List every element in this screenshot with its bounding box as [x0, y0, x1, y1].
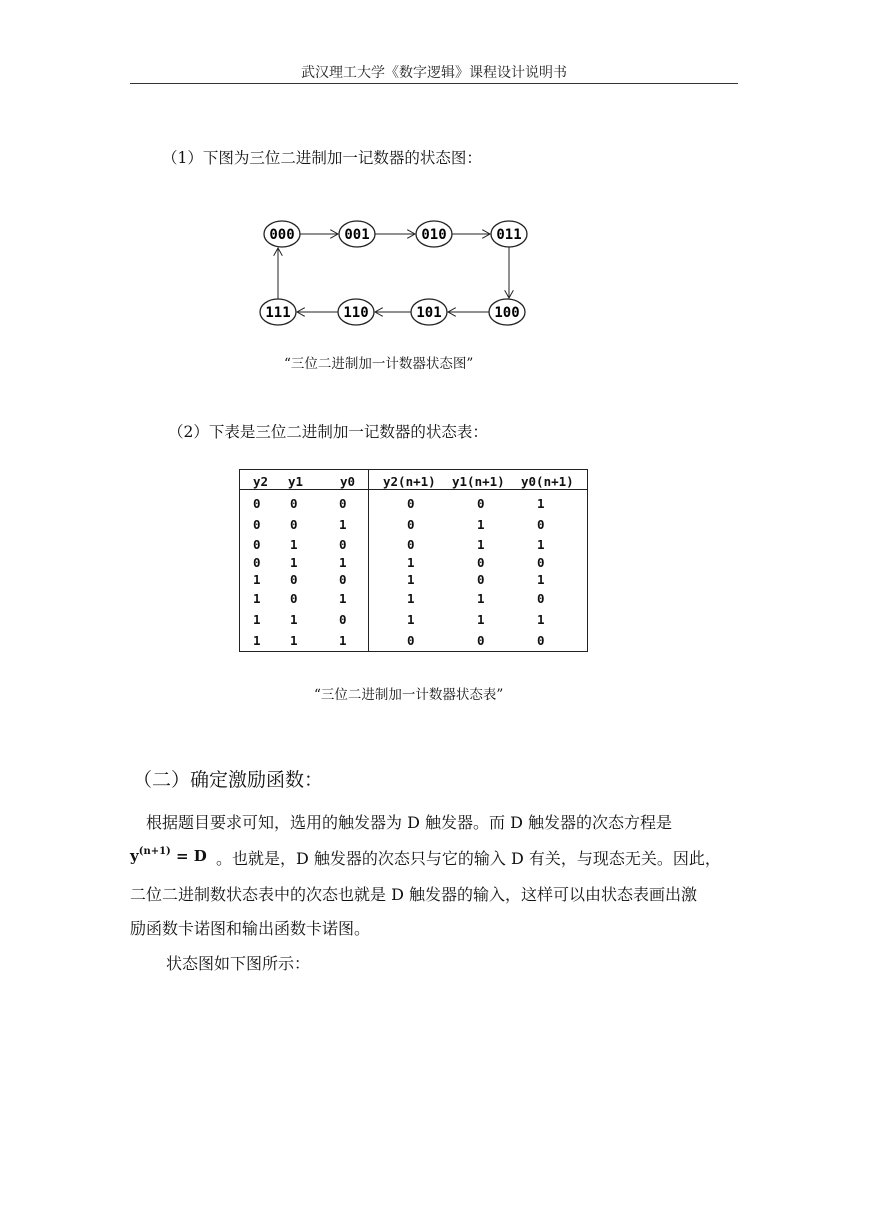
table-cell: 0 [537, 591, 545, 606]
table-cell: 0 [290, 496, 298, 511]
table-cell: 1 [290, 612, 298, 627]
table-cell: 0 [477, 572, 485, 587]
table-cell: 0 [253, 555, 261, 570]
state-node [491, 221, 527, 247]
state-label: 111 [265, 305, 291, 321]
table-cell: 1 [537, 572, 545, 587]
state-label: 101 [416, 305, 442, 321]
table-header-rule [239, 489, 588, 490]
table-cell: 0 [537, 555, 545, 570]
table-header-cell: y2(n+1) [383, 474, 436, 489]
table-cell: 1 [407, 591, 415, 606]
paragraph-line: 根据题目要求可知，选用的触发器为 D 触发器。而 D 触发器的次态方程是 [146, 813, 673, 832]
table-cell: 0 [253, 517, 261, 532]
table-cell: 0 [477, 496, 485, 511]
state-label: 010 [421, 227, 447, 243]
formula-superscript: (n+1) [138, 846, 171, 857]
table-cell: 1 [290, 537, 298, 552]
table-cell: 1 [339, 591, 347, 606]
table-cell: 1 [407, 555, 415, 570]
page-header: 武汉理工大学《数字逻辑》课程设计说明书 [301, 65, 567, 81]
table-cell: 0 [537, 633, 545, 648]
table-cell: 0 [477, 555, 485, 570]
table-cell: 0 [407, 496, 415, 511]
table-cell: 1 [253, 591, 261, 606]
table-cell: 0 [339, 496, 347, 511]
state-node [416, 221, 452, 247]
formula-base: y [130, 847, 139, 865]
table-cell: 1 [339, 517, 347, 532]
paragraph-line: 二位二进制数状态表中的次态也就是 D 触发器的输入，这样可以由状态表画出激 [130, 885, 698, 904]
table-cell: 1 [537, 537, 545, 552]
table-divider [368, 469, 369, 652]
state-node [339, 221, 375, 247]
state-node [338, 299, 374, 325]
table-header-cell: y0 [340, 474, 356, 489]
table-cell: 0 [477, 633, 485, 648]
state-node [260, 299, 296, 325]
table-cell: 1 [339, 633, 347, 648]
state-table-intro: （2）下表是三位二进制加一记数器的状态表： [168, 423, 488, 441]
table-cell: 0 [407, 633, 415, 648]
table-cell: 1 [253, 572, 261, 587]
table-cell: 1 [407, 612, 415, 627]
state-node [411, 299, 447, 325]
paragraph-line: 。也就是，D 触发器的次态只与它的输入 D 有关，与现态无关。因此， [216, 849, 721, 868]
table-cell: 0 [290, 591, 298, 606]
next-state-formula [130, 846, 207, 865]
section-heading: （二）确定激励函数： [133, 769, 324, 791]
state-label: 000 [269, 227, 295, 243]
state-diagram-caption: “三位二进制加一计数器状态图” [284, 356, 474, 372]
table-cell: 1 [477, 517, 485, 532]
table-cell: 1 [477, 537, 485, 552]
table-cell: 1 [253, 633, 261, 648]
table-header-cell: y1(n+1) [452, 474, 505, 489]
table-cell: 1 [477, 591, 485, 606]
state-diagram-intro: （1）下图为三位二进制加一记数器的状态图： [162, 149, 482, 167]
state-label: 001 [344, 227, 370, 243]
table-cell: 1 [537, 612, 545, 627]
table-header-cell: y2 [253, 474, 269, 489]
table-cell: 1 [290, 555, 298, 570]
table-cell: 1 [537, 496, 545, 511]
table-cell: 0 [339, 612, 347, 627]
formula-rest: = D [170, 847, 207, 865]
table-cell: 1 [407, 572, 415, 587]
paragraph-line: 励函数卡诺图和输出函数卡诺图。 [130, 919, 371, 938]
table-cell: 0 [407, 537, 415, 552]
table-cell: 0 [290, 517, 298, 532]
header-rule [130, 83, 738, 84]
table-cell: 0 [339, 537, 347, 552]
table-cell: 0 [339, 572, 347, 587]
state-label: 011 [496, 227, 522, 243]
state-node [489, 299, 525, 325]
table-header-cell: y1 [288, 474, 304, 489]
state-label: 100 [494, 305, 520, 321]
table-cell: 1 [477, 612, 485, 627]
state-table-caption: “三位二进制加一计数器状态表” [314, 687, 504, 703]
paragraph-line: 状态图如下图所示： [166, 954, 311, 973]
table-cell: 1 [290, 633, 298, 648]
state-diagram [255, 208, 535, 333]
table-cell: 0 [407, 517, 415, 532]
table-cell: 0 [253, 537, 261, 552]
table-cell: 1 [253, 612, 261, 627]
state-node [264, 221, 300, 247]
state-label: 110 [343, 305, 369, 321]
table-cell: 0 [253, 496, 261, 511]
table-cell: 0 [537, 517, 545, 532]
table-header-cell: y0(n+1) [521, 474, 574, 489]
table-cell: 1 [339, 555, 347, 570]
table-cell: 0 [290, 572, 298, 587]
